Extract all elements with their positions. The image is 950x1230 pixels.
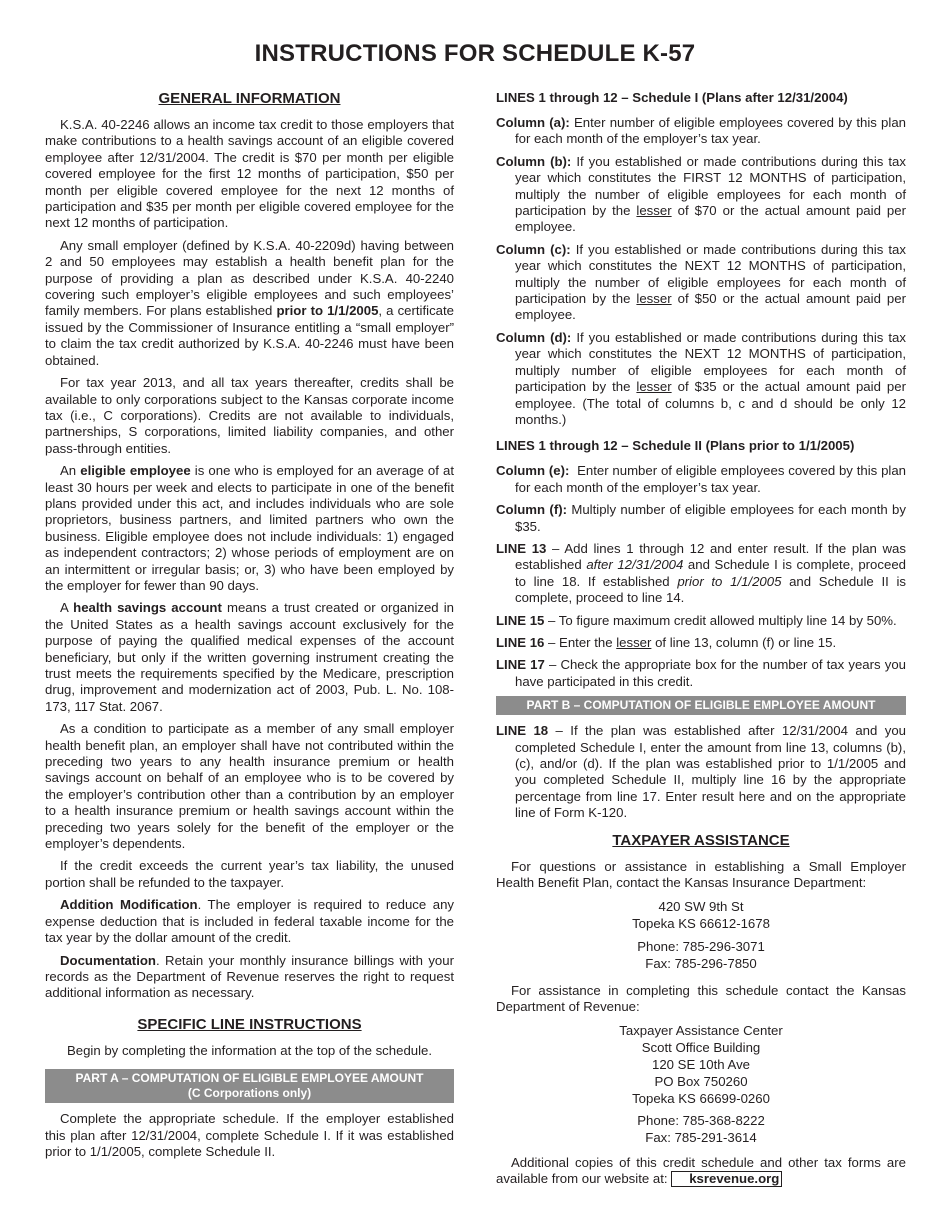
text-segment: If you established or made contributions during this tax year which constitutes the NEXT 12 MONTHS of participation, multiply number of eligible employees for each month of participation by the [515,329,906,395]
text-segment: – If the plan was established after 12/31/2004 and you completed Schedule I, enter the amount from line 13, columns (b), (c), and/or (d). If the plan was established prior to 1/1/2005 and you completed Schedule II, multiply line 16 by the appropriate percentage from line 17. Enter result here and on the appropriate line of Form K-120. [515,723,907,821]
text-segment: If you established or made contributions during this tax year which constitutes the NEXT 12 MONTHS of participation, multiply the number of eligible employees for each month of participation by the [515,241,906,307]
address-line: PO Box 750260 [654,1073,748,1089]
text-segment: Additional copies of this credit schedule and other tax forms are available from our website at: [496,1155,906,1187]
text-segment: of $70 or the actual amount paid per employee. [515,203,906,235]
address-line: Topeka KS 66612-1678 [632,916,770,932]
schedule-2-heading: LINES 1 through 12 – Schedule II (Plans prior to 1/1/2005) [496,438,855,454]
column-label: Column (d): [496,329,572,345]
column-a-instruction [496,115,906,148]
bold-term: Documentation [60,952,156,968]
general-paragraph-6: As a condition to participate as a member of any small employer health benefit plan, an employer shall have not contributed within the preceding two years to any health insurance premium or health savings account on behalf of an employee who is to be covered by the employer’s contribution other than a contribution by an employer to a health insurance premium or health savings account within the preceding two years solely for the benefit of the employer or the employer’s dependents. [45,721,454,852]
text-segment: – To figure maximum credit allowed multiply line 14 by 50%. [544,612,897,628]
italic-term: prior to 1/1/2005 [677,573,782,589]
part-a-bar [45,1069,454,1103]
part-a-title: PART A – COMPUTATION OF ELIGIBLE EMPLOYEE AMOUNT [75,1071,424,1086]
address-line: 120 SE 10th Ave [651,1057,750,1073]
general-paragraph-3: For tax year 2013, and all tax years thereafter, credits shall be available to only corporations subject to the Kansas corporate income tax (i.e., C corporations). Credits are not available to individuals, partnerships, S corporations, limited liability companies, and other pass-through entities. [45,375,454,456]
general-information-heading: GENERAL INFORMATION [158,90,341,107]
column-label: Column (b): [496,153,572,169]
address-line: Taxpayer Assistance Center [619,1023,783,1039]
insurance-department-paragraph: For questions or assistance in establishing a Small Employer Health Benefit Plan, contact the Kansas Insurance Department: [496,858,906,891]
underlined-term: lesser [636,203,672,219]
text-segment: If you established or made contributions during this tax year which constitutes the FIRST 12 MONTHS of participation, multiply the number of eligible employees for each month of participation by the [515,153,906,219]
underlined-term: lesser [636,291,672,307]
text-segment: , a certificate issued by the Commissioner of Insurance entitling a “small employer” to claim the tax credit authorized by K.S.A. 40-2246 must have been obtained. [45,303,454,368]
line-13-instruction [496,541,906,607]
bold-term: prior to 1/1/2005 [276,303,379,319]
website-paragraph [496,1155,906,1188]
column-e-instruction [496,463,910,496]
department-of-revenue-contact [496,1113,906,1147]
column-f-instruction [496,502,906,535]
text-segment: . The employer is required to reduce any expense deduction that is included in federal taxable income for the tax year by the dollar amount of the credit. [45,897,455,946]
text-segment: Enter number of eligible employees covered by this plan for each month of the employer’s tax year. [515,463,910,495]
addition-modification-paragraph [45,897,454,946]
general-paragraph-7: If the credit exceeds the current year’s tax liability, the unused portion shall be refunded to the taxpayer. [45,858,454,890]
insurance-department-address [496,899,906,933]
text-segment: Multiply number of eligible employees for each month by $35. [515,502,906,534]
line-label: LINE 15 [496,612,545,628]
line-label: LINE 18 [496,723,549,739]
column-b-instruction [496,154,906,236]
left-column [45,90,454,1166]
website-link[interactable]: ksrevenue.org [671,1171,782,1187]
line-17-instruction [496,657,906,690]
line-16-instruction [496,635,906,651]
bold-term: eligible employee [80,463,191,479]
part-a-paragraph: Complete the appropriate schedule. If the employer established this plan after 12/31/2004, complete Schedule I. If it was established prior to 1/1/2005, complete Schedule II. [45,1111,454,1159]
column-label: Column (f): [496,502,567,518]
text-segment: An [60,463,81,479]
specific-intro: Begin by completing the information at the top of the schedule. [66,1042,433,1058]
text-segment: – Enter the [544,634,617,650]
line-label: LINE 17 [496,657,545,673]
line-15-instruction [496,613,906,629]
text-segment: and Schedule I is complete, proceed to line 18. If established [515,557,906,589]
specific-line-instructions-heading: SPECIFIC LINE INSTRUCTIONS [137,1015,362,1033]
text-segment: A [60,600,74,616]
general-paragraph-1: K.S.A. 40-2246 allows an income tax credit to those employers that make contributions to a health savings account of an eligible covered employee after 12/31/2004. The credit is $70 per month per eligible covered employee for the first 12 months of participation, $50 per month per eligible covered employee for the next 12 months of participation and $35 per month per eligible covered employee for the next 12 months of participation. [45,117,454,231]
address-line: Scott Office Building [641,1040,761,1056]
phone-number: Phone: 785-368-8222 [637,1113,765,1129]
taxpayer-assistance-heading: TAXPAYER ASSISTANCE [612,831,790,849]
italic-term: after 12/31/2004 [586,557,684,573]
general-paragraph-4 [45,463,454,594]
line-label: LINE 16 [496,634,545,650]
part-a-subtitle: (C Corporations only) [187,1086,312,1101]
department-of-revenue-address [496,1023,906,1107]
text-segment: is one who is employed for an average of at least 30 hours per week and elects to participate in one of the benefit plans provided under this act, and includes individuals who are sole proprietors, business partners, and limited partners who own the business. Eligible employee does not include individuals: 1) engaged as independent contractors; 2) whose periods of employment are on an intermittent or irregular basis; or, 3) who have been employed by the employer for fewer than 90 days. [45,463,455,593]
schedule-1-heading: LINES 1 through 12 – Schedule I (Plans after 12/31/2004) [496,90,848,105]
phone-number: Phone: 785-296-3071 [637,939,765,955]
text-segment: means a trust created or organized in the United States as a health savings account exclusively for the purpose of paying the qualified medical expenses of the account beneficiary, but only if the written governing instrument creating the trust meets the requirements specified by the Medicare, prescription drug, improvement and modernization act of 2003, Pub. L. No. 108-173, 117 Stat. 2067. [45,600,455,714]
text-segment: Any small employer (defined by K.S.A. 40-2209d) having between 2 and 50 employees may establish a health benefit plan for the purpose of providing a plan as described under K.S.A. 40-2240 covering such employer’s eligible employees and such employees’ family members. For plans established [45,237,454,319]
text-segment: – Add lines 1 through 12 and enter result. If the plan was established [515,540,906,573]
department-of-revenue-paragraph: For assistance in completing this schedule contact the Kansas Department of Revenue: [496,982,906,1015]
page-title: INSTRUCTIONS FOR SCHEDULE K-57 [254,40,696,67]
address-line: 420 SW 9th St [658,899,744,915]
underlined-term: lesser [616,634,652,650]
text-segment: and Schedule II is complete, proceed to line 14. [515,573,906,606]
insurance-department-contact [496,939,906,973]
general-paragraph-2 [45,238,454,369]
general-paragraph-5 [45,600,454,715]
line-label: LINE 13 [496,540,547,556]
documentation-paragraph [45,953,454,1002]
column-label: Column (c): [496,241,571,257]
bold-term: health savings account [73,600,222,616]
column-d-instruction [496,330,906,428]
underlined-term: lesser [636,379,672,395]
column-label: Column (a): [496,115,570,130]
right-column [496,90,910,1194]
column-label: Column (e): [496,463,570,479]
column-c-instruction [496,242,906,324]
line-18-instruction [496,723,906,821]
fax-number: Fax: 785-291-3614 [645,1130,757,1146]
text-segment: of line 13, column (f) or line 15. [651,634,837,650]
part-b-bar: PART B – COMPUTATION OF ELIGIBLE EMPLOYEE AMOUNT [496,696,906,715]
bold-term: Addition Modification [60,897,198,913]
text-segment: of $50 or the actual amount paid per employee. [515,291,906,323]
address-line: Topeka KS 66699-0260 [632,1090,770,1106]
text-segment: Enter number of eligible employees covered by this plan for each month of the employer’s tax year. [515,115,906,147]
text-segment: – Check the appropriate box for the number of tax years you have participated in this credit. [515,657,906,689]
fax-number: Fax: 785-296-7850 [645,955,757,971]
text-segment: . Retain your monthly insurance billings with your records as the Department of Revenue reserves the right to request additional information as necessary. [45,952,454,1001]
text-segment: of $35 or the actual amount paid per employee. (The total of columns b, c and d should be only 12 months.) [515,379,906,427]
